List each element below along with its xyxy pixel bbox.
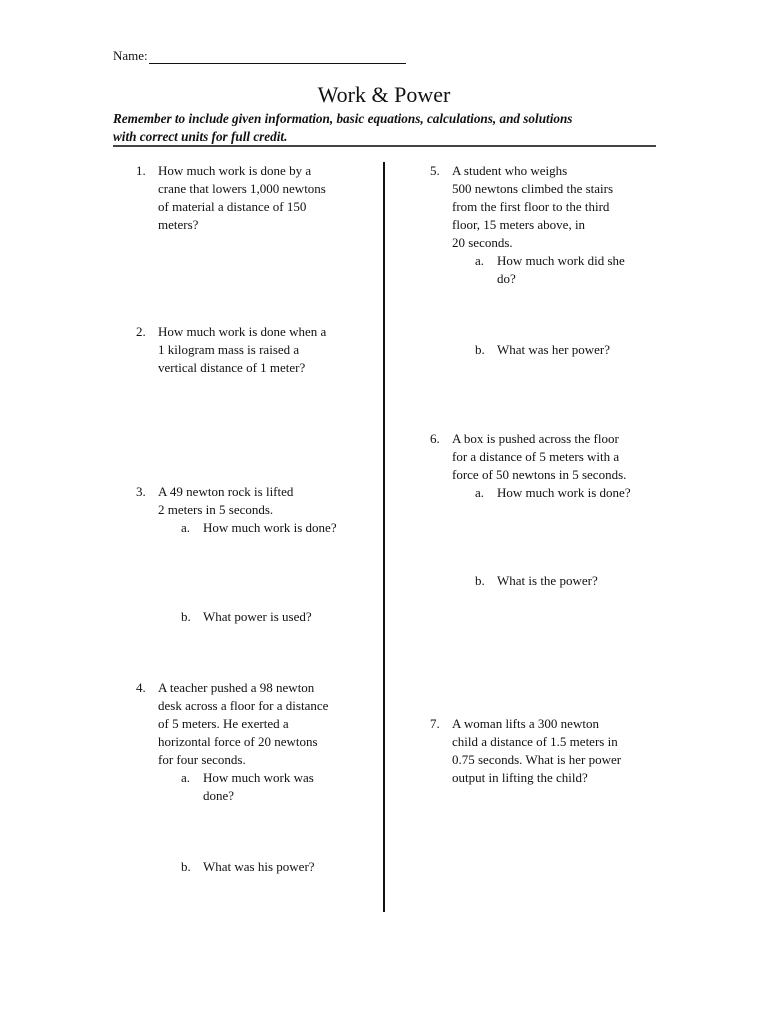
- question-line: vertical distance of 1 meter?: [158, 360, 306, 375]
- question-line: of material a distance of 150: [158, 199, 307, 214]
- part-line: What is the power?: [497, 573, 598, 588]
- question-text: [158, 483, 293, 519]
- question-text: [452, 715, 621, 787]
- part-letter: b.: [475, 342, 485, 357]
- part-text: [497, 341, 610, 359]
- question-line: 500 newtons climbed the stairs: [452, 181, 614, 196]
- part-letter: a.: [181, 520, 191, 535]
- instructions-line-1: Remember to include given information, basic equations, calculations, and solutions: [113, 111, 573, 126]
- question-text: [158, 679, 328, 769]
- part-text: [203, 519, 337, 537]
- question-text: [452, 430, 626, 484]
- question-line: for four seconds.: [158, 752, 246, 767]
- part-line: What was her power?: [497, 342, 610, 357]
- part-letter: b.: [475, 573, 485, 588]
- question-line: A woman lifts a 300 newton: [452, 716, 599, 731]
- question-number: 6.: [430, 431, 440, 446]
- question-number: 2.: [136, 324, 146, 339]
- part-text: [497, 252, 625, 288]
- part-text: [497, 572, 598, 590]
- question-number: 1.: [136, 163, 146, 178]
- question-line: desk across a floor for a distance: [158, 698, 329, 713]
- question-number: 4.: [136, 680, 146, 695]
- name-blank-line: [149, 49, 406, 64]
- question-number: 3.: [136, 484, 146, 499]
- part-letter: a.: [181, 770, 191, 785]
- part-letter: a.: [475, 485, 485, 500]
- part-line: How much work did she: [497, 253, 625, 268]
- part-text: [203, 608, 312, 626]
- part-text: [203, 858, 315, 876]
- page-title-row: [0, 82, 768, 108]
- part-line: How much work is done?: [203, 520, 337, 535]
- part-text: [497, 484, 631, 502]
- question-line: force of 50 newtons in 5 seconds.: [452, 467, 627, 482]
- question-line: How much work is done when a: [158, 324, 327, 339]
- name-label: Name:: [113, 48, 148, 63]
- part-line: What was his power?: [203, 859, 315, 874]
- part-line: What power is used?: [203, 609, 312, 624]
- part-text: [203, 769, 314, 805]
- part-line: do?: [497, 271, 516, 286]
- name-field-row: [113, 48, 406, 64]
- question-line: A teacher pushed a 98 newton: [158, 680, 315, 695]
- part-line: How much work is done?: [497, 485, 631, 500]
- question-line: A box is pushed across the floor: [452, 431, 619, 446]
- question-line: A student who weighs: [452, 163, 568, 178]
- question-line: A 49 newton rock is lifted: [158, 484, 294, 499]
- part-letter: b.: [181, 859, 191, 874]
- question-line: 2 meters in 5 seconds.: [158, 502, 274, 517]
- part-line: done?: [203, 788, 235, 803]
- question-text: [158, 323, 326, 377]
- question-line: How much work is done by a: [158, 163, 312, 178]
- part-line: How much work was: [203, 770, 314, 785]
- column-divider: [383, 162, 385, 912]
- question-number: 5.: [430, 163, 440, 178]
- question-text: [452, 162, 613, 252]
- question-line: output in lifting the child?: [452, 770, 588, 785]
- question-line: crane that lowers 1,000 newtons: [158, 181, 326, 196]
- question-line: child a distance of 1.5 meters in: [452, 734, 618, 749]
- question-line: meters?: [158, 217, 199, 232]
- question-line: for a distance of 5 meters with a: [452, 449, 620, 464]
- question-line: 0.75 seconds. What is her power: [452, 752, 622, 767]
- part-letter: b.: [181, 609, 191, 624]
- question-number: 7.: [430, 716, 440, 731]
- question-line: floor, 15 meters above, in: [452, 217, 586, 232]
- question-text: [158, 162, 326, 234]
- part-letter: a.: [475, 253, 485, 268]
- header-rule: [113, 145, 656, 147]
- instructions: [113, 110, 658, 146]
- question-line: from the first floor to the third: [452, 199, 610, 214]
- instructions-line-2: with correct units for full credit.: [113, 129, 288, 144]
- question-line: 20 seconds.: [452, 235, 513, 250]
- question-line: horizontal force of 20 newtons: [158, 734, 318, 749]
- question-line: of 5 meters. He exerted a: [158, 716, 289, 731]
- question-line: 1 kilogram mass is raised a: [158, 342, 300, 357]
- page-title: Work & Power: [317, 82, 451, 107]
